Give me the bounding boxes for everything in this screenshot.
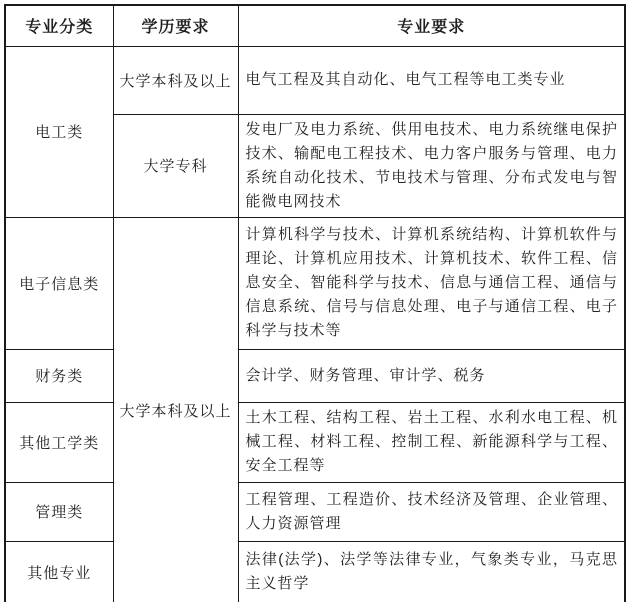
header-major-category: 专业分类 xyxy=(5,5,113,46)
category-cell-other-majors: 其他专业 xyxy=(5,541,113,602)
education-cell-college: 大学专科 xyxy=(113,114,238,217)
category-cell-electronic-info: 电子信息类 xyxy=(5,217,113,349)
table-row xyxy=(5,541,625,602)
category-cell-other-engineering: 其他工学类 xyxy=(5,402,113,482)
category-cell-electrical: 电工类 xyxy=(5,46,113,217)
majors-cell-electrical-bachelor: 电气工程及其自动化、电气工程等电工类专业 xyxy=(238,46,625,114)
header-education-requirement: 学历要求 xyxy=(113,5,238,46)
category-cell-finance: 财务类 xyxy=(5,349,113,402)
table-row xyxy=(5,46,625,114)
majors-cell-electrical-college: 发电厂及电力系统、供用电技术、电力系统继电保护技术、输配电工程技术、电力客户服务与管理、电力系统自动化技术、节电技术与管理、分布式发电与智能微电网技术 xyxy=(238,114,625,217)
table-row xyxy=(5,217,625,349)
education-cell-bachelor-merged: 大学本科及以上 xyxy=(113,217,238,602)
education-cell-bachelor: 大学本科及以上 xyxy=(113,46,238,114)
header-row xyxy=(5,5,625,46)
header-major-requirement: 专业要求 xyxy=(238,5,625,46)
category-cell-management: 管理类 xyxy=(5,482,113,541)
majors-cell-other-engineering: 土木工程、结构工程、岩土工程、水利水电工程、机械工程、材料工程、控制工程、新能源科学与工程、安全工程等 xyxy=(238,402,625,482)
major-requirements-table xyxy=(4,4,626,602)
table-row xyxy=(5,349,625,402)
majors-cell-finance: 会计学、财务管理、审计学、税务 xyxy=(238,349,625,402)
majors-cell-management: 工程管理、工程造价、技术经济及管理、企业管理、人力资源管理 xyxy=(238,482,625,541)
majors-cell-other-majors: 法律(法学)、法学等法律专业，气象类专业，马克思主义哲学 xyxy=(238,541,625,602)
table-row xyxy=(5,482,625,541)
table-row xyxy=(5,402,625,482)
majors-cell-electronic-info: 计算机科学与技术、计算机系统结构、计算机软件与理论、计算机应用技术、计算机技术、软件工程、信息安全、智能科学与技术、信息与通信工程、通信与信息系统、信号与信息处理、电子与通信工程、电子科学与技术等 xyxy=(238,217,625,349)
